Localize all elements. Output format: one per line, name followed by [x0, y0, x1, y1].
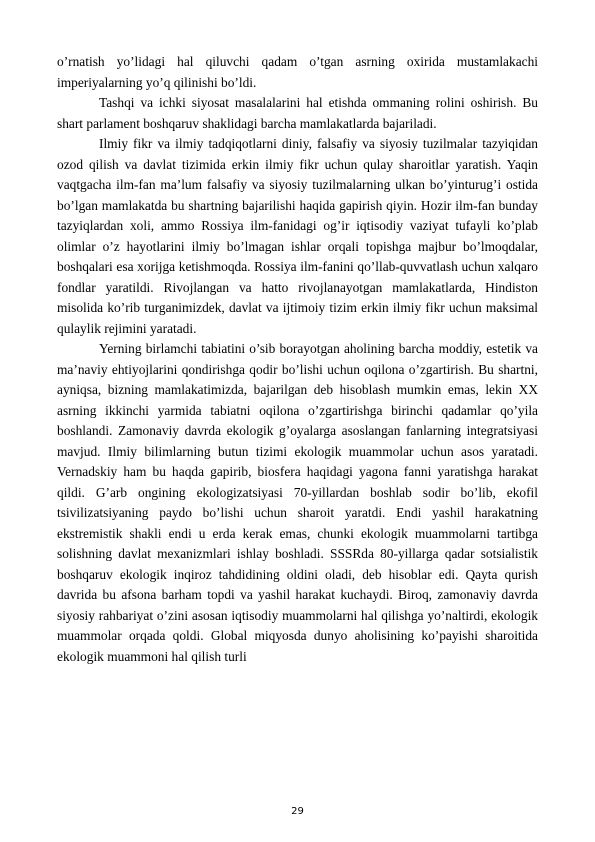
document-page — [57, 52, 538, 667]
paragraph-public-role: Tashqi va ichki siyosat masalalarini hal etishda ommaning rolini oshirish. Bu shart parlament boshqaruv shaklidagi barcha mamlakatlarda bajariladi. — [57, 95, 538, 131]
paragraph-continuation: o’rnatish yo’lidagi hal qiluvchi qadam o’tgan asrning oxirida mustamlakachi imperiyalarning yo’q qilinishi bo’ldi. — [57, 54, 538, 90]
paragraph-nature-transformation: Yerning birlamchi tabiatini o’sib borayotgan aholining barcha moddiy, estetik va ma’naviy ehtiyojlarini qondirishga qodir bo’lishi uchun oqilona o’zgartirish. Bu shartni, ayniqsa, bizning mamlakatimizda, bajarilgan deb hisoblash mumkin emas, lekin XX asrning ikkinchi yarmida tabiatni oqilona o’zgartirishga birinchi qadamlar qo’yila boshlandi. Zamonaviy davrda ekologik g’oyalarga asoslangan fanlarning integratsiyasi mavjud. Ilmiy bilimlarning butun tizimi ekologik muammolar uchun asos yaratadi. Vernadskiy ham bu haqda gapirib, biosfera haqidagi yagona fanni yaratishga harakat qildi. G’arb ongining ekologizatsiyasi 70-yillardan boshlab sodir bo’lib, ekofil tsivilizatsiyaning paydo bo’lishi uchun sharoit yaratdi. Endi yashil harakatning ekstremistik shakli endi u erda kerak emas, chunki ekologik muammolarni tartibga solishning davlat mexanizmlari ishlay boshladi. SSSRda 80-yillarga qadar sotsialistik boshqaruv ekologik inqiroz tahdidining oldini oladi, deb hisoblar edi. Qayta qurish davrida bu afsona barham topdi va yashil harakat kuchaydi. Biroq, zamonaviy davrda siyosiy rahbariyat o’zini asosan iqtisodiy muammolarni hal qilishga yo’naltirdi, ekologik muammolar orqada qoldi. Global miqyosda dunyo aholisining ko’payishi sharoitida ekologik muammoni hal qilish turli — [57, 341, 538, 664]
page-number: 29 — [291, 806, 304, 817]
paragraph-scientific-freedom: Ilmiy fikr va ilmiy tadqiqotlarni diniy, falsafiy va siyosiy tuzilmalar tazyiqidan ozod qilish va davlat tizimida erkin ilmiy fikr uchun qulay sharoitlar yaratish. Yaqin vaqtgacha ilm-fan ma’lum falsafiy va siyosiy tuzilmalarning ulkan bo’yinturug’i ostida bo’lgan mamlakatda bu shartning bajarilishi haqida gapirish qiyin. Hozir ilm-fan bunday tazyiqlardan xoli, ammo Rossiya ilm-fanidagi og’ir iqtisodiy vaziyat tufayli ko’plab olimlar o’z hayotlarini ilmiy bo’lmagan ishlar orqali topishga majbur bo’lmoqdalar, boshqalari esa xorijga ketishmoqda. Rossiya ilm-fanini qo’llab-quvvatlash uchun xalqaro fondlar yaratildi. Rivojlangan va hatto rivojlanayotgan mamlakatlarda, Hindiston misolida ko’rib turganimizdek, davlat va ijtimoiy tizim erkin ilmiy fikr uchun maksimal qulaylik rejimini yaratadi. — [57, 136, 538, 336]
